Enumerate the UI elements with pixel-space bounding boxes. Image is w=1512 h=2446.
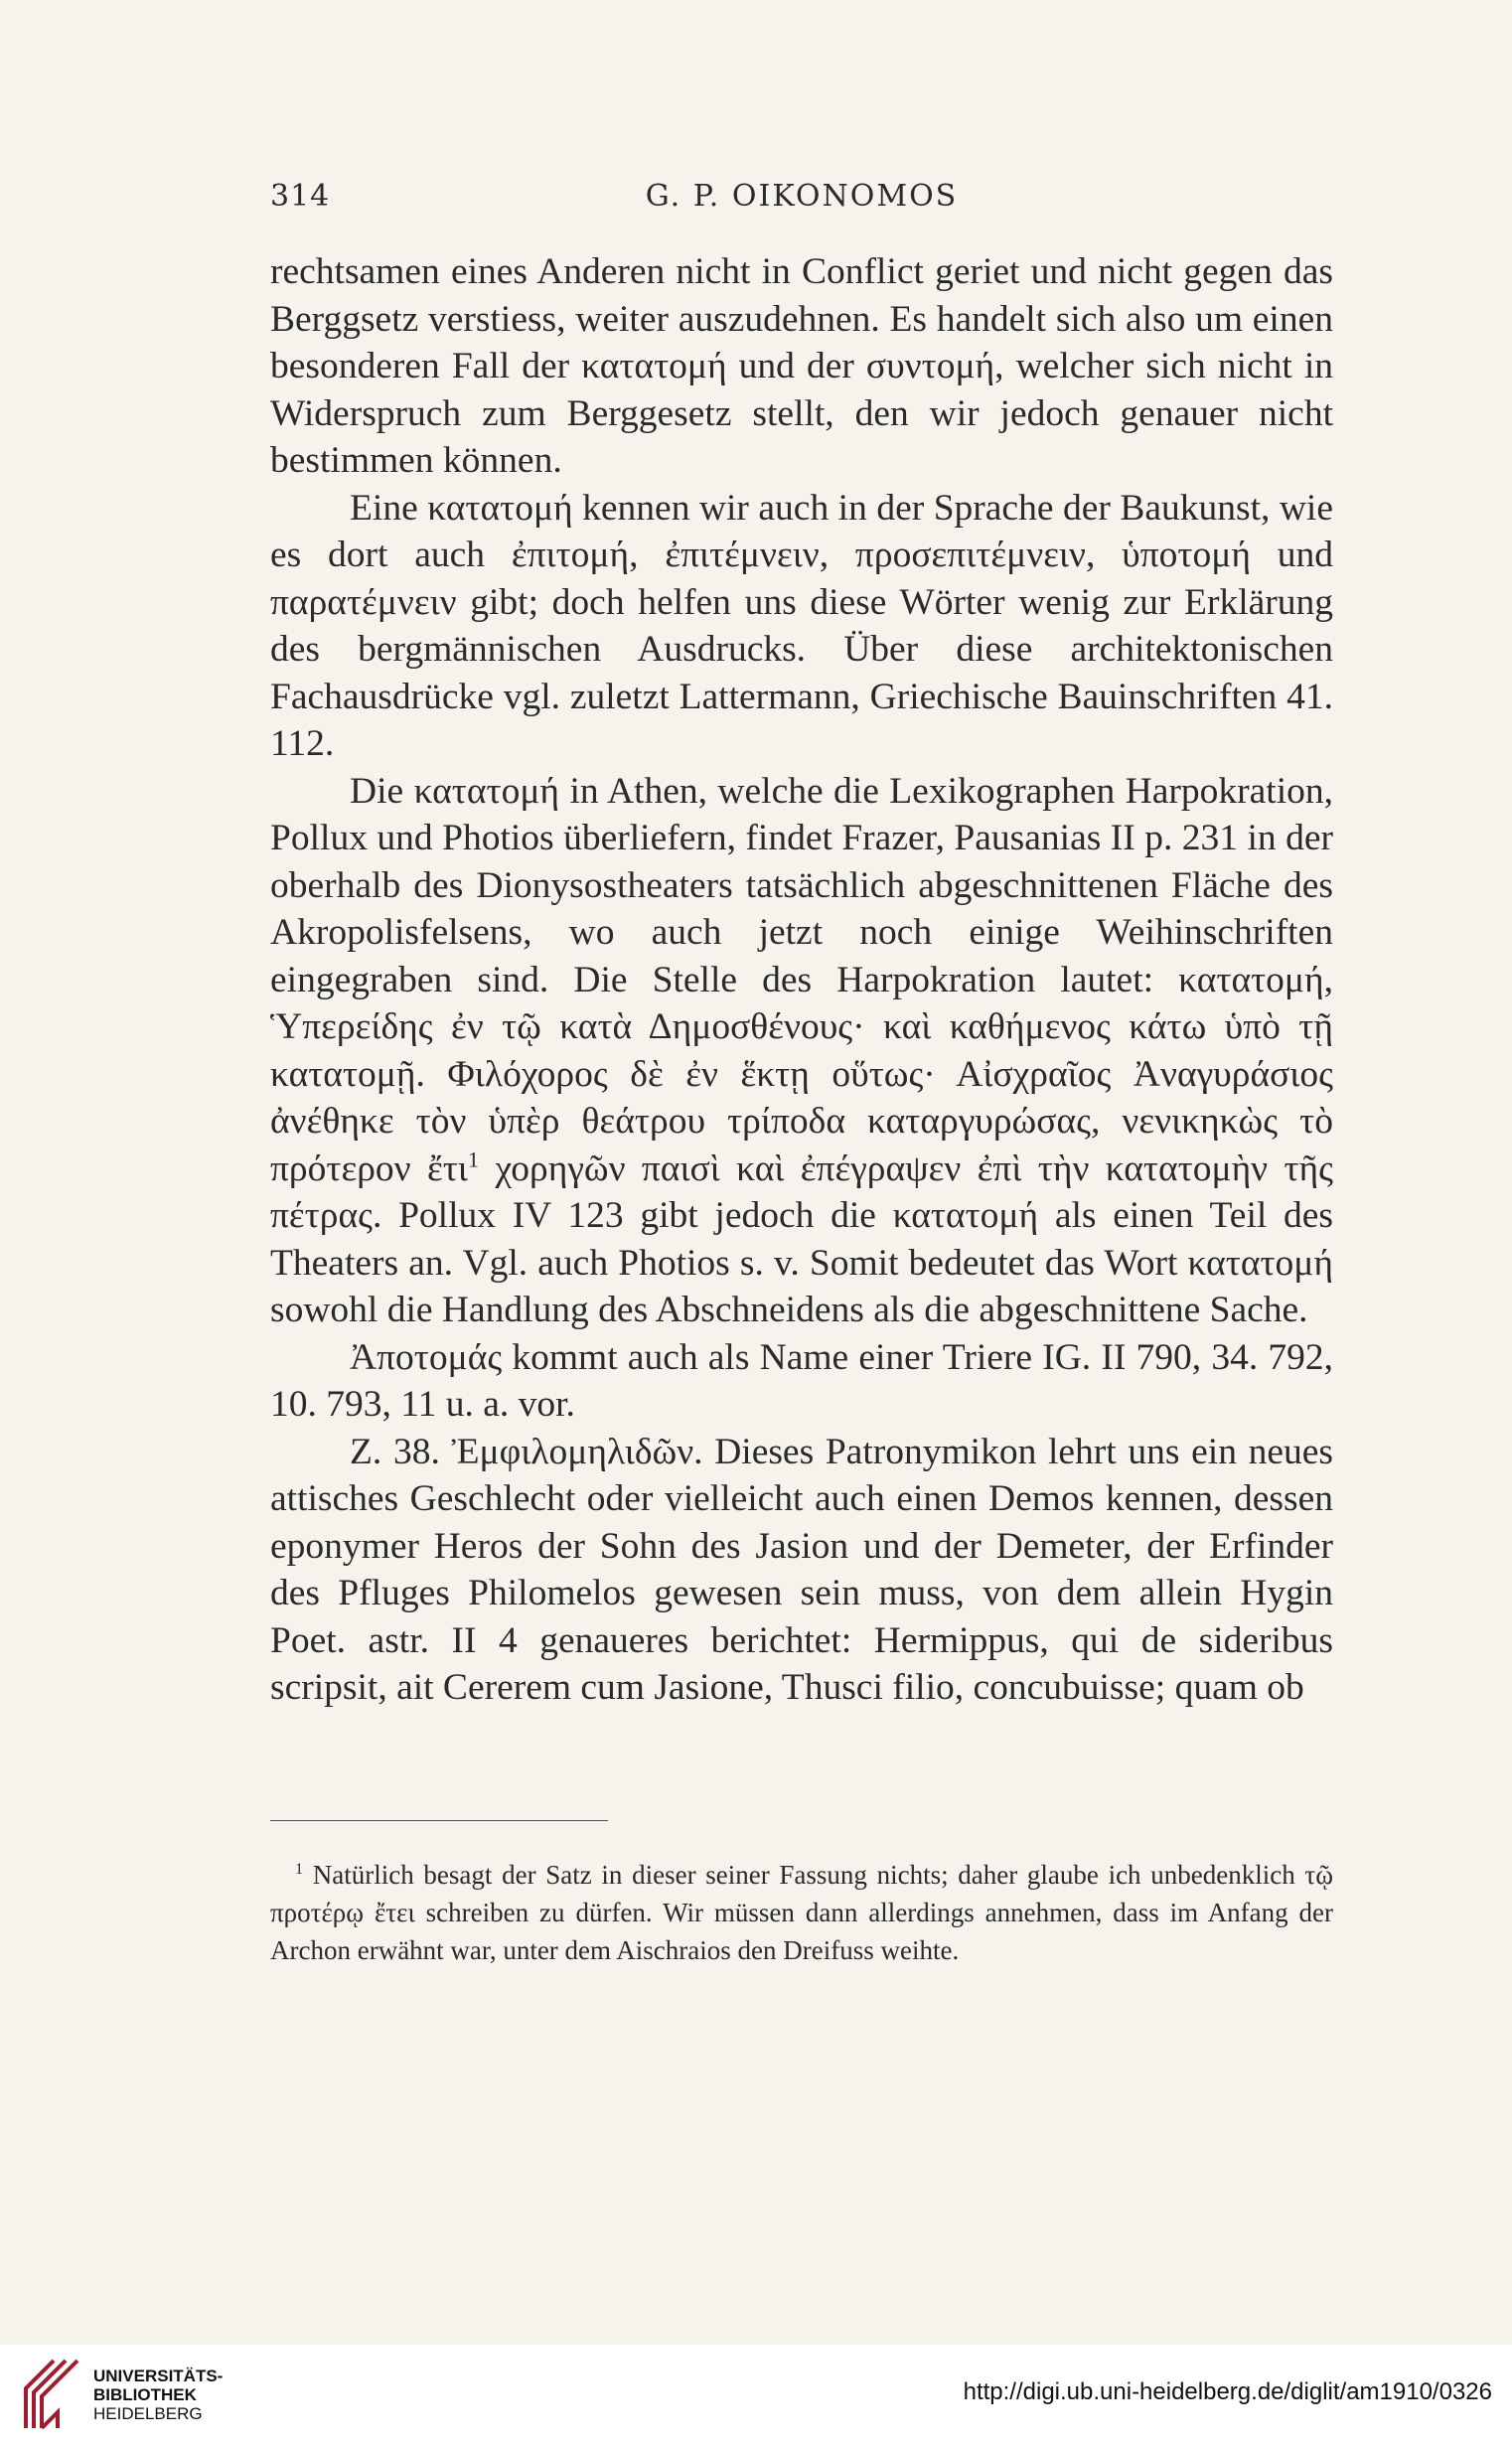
library-name bbox=[93, 2367, 223, 2423]
paragraph-5: Z. 38. Ἐμφιλομηλιδῶν. Dieses Patronymikon lehrt uns ein neues attisches Geschlecht oder vielleicht auch einen Demos kennen, dessen eponymer Heros der Sohn des Jasion und der Demeter, der Erfinder des Pfluges Philomelos gewesen sein muss, von dem allein Hygin Poet. astr. II 4 genaueres berichtet: Hermippus, qui de sideribus scripsit, ait Cererem cum Jasione, Thusci filio, concubuisse; quam ob bbox=[270, 1431, 1333, 1708]
footnote-divider bbox=[270, 1820, 608, 1821]
running-head-author: G. P. OIKONOMOS bbox=[645, 179, 959, 214]
footnote-body: Natürlich besagt der Satz in dieser seiner Fassung nichts; daher glaube ich unbedenklich τῷ προτέρῳ ἔτει schreiben zu dürfen. Wir müssen dann allerdings annehmen, dass im Anfang der Archon erwähnt war, unter dem Aischraios den Dreifuss weihte. bbox=[270, 1860, 1333, 1965]
main-text bbox=[270, 248, 1333, 1712]
paragraph-3-part-b: χορηγῶν παισὶ καὶ ἐπέγραψεν ἐπὶ τὴν κατατομὴν τῆς πέτρας. Pollux IV 123 gibt jedoch die κατατομή als einen Teil des Theaters an. Vgl. auch Photios s. v. Somit bedeutet das Wort κατατομή sowohl die Handlung des Abschneidens als die abgeschnittene Sache. bbox=[270, 1147, 1333, 1330]
footnote-text bbox=[270, 1856, 1333, 1969]
footnote bbox=[270, 1856, 1333, 1969]
paragraph-3-part-a: Die κατατομή in Athen, welche die Lexikographen Harpokration, Pollux und Photios überliefern, findet Frazer, Pausanias II p. 231 in der oberhalb des Dionysostheaters tatsächlich abgeschnittenen Fläche des Akropolisfelsens, wo auch jetzt noch einige Weihinschriften eingegraben sind. Die Stelle des Harpokration lautet: κατατομή, Ὑπερείδης ἐν τῷ κατὰ Δημοσθένους· καὶ καθήμενος κάτω ὑπὸ τῇ κατατομῇ. Φιλόχορος δὲ ἐν ἕκτῃ οὕτως· Αἰσχραῖος Ἀναγυράσιος ἀνέθηκε τὸν ὑπὲρ θεάτρου τρίποδα καταργυρώσας, νενικηκὼς τὸ πρότερον ἔτι bbox=[270, 770, 1333, 1189]
paragraph-1: rechtsamen eines Anderen nicht in Conflict geriet und nicht gegen das Berggsetz verstiess, weiter auszudehnen. Es handelt sich also um einen besonderen Fall der κατατομή und der συντομή, welcher sich nicht in Widerspruch zum Berggesetz stellt, den wir jedoch genauer nicht bestimmen können. bbox=[270, 251, 1333, 481]
footnote-marker: 1 bbox=[295, 1860, 304, 1878]
page-number: 314 bbox=[270, 179, 331, 214]
permalink-url[interactable]: http://digi.ub.uni-heidelberg.de/diglit/am1910/0326 bbox=[963, 2378, 1492, 2405]
paragraph-4: Ἀποτομάς kommt auch als Name einer Triere IG. II 790, 34. 792, 10. 793, 11 u. a. vor. bbox=[270, 1336, 1333, 1425]
library-name-line-1: UNIVERSITÄTS- bbox=[93, 2367, 224, 2385]
library-name-line-3: HEIDELBERG bbox=[93, 2404, 203, 2423]
paragraph-2: Eine κατατομή kennen wir auch in der Sprache der Baukunst, wie es dort auch ἐπιτομή, ἐπιτέμνειν, προσεπιτέμνειν, ὑποτομή und παρατέμνειν gibt; doch helfen uns diese Wörter wenig zur Erklärung des bergmännischen Ausdrucks. Über diese architektonischen Fachausdrücke vgl. zuletzt Lattermann, Griechische Bauinschriften 41. 112. bbox=[270, 487, 1333, 764]
ub-heidelberg-logo-icon[interactable] bbox=[14, 2355, 85, 2434]
paragraph-3 bbox=[270, 768, 1333, 1334]
footnote-reference[interactable]: 1 bbox=[467, 1147, 480, 1171]
library-name-line-2: BIBLIOTHEK bbox=[93, 2385, 197, 2404]
